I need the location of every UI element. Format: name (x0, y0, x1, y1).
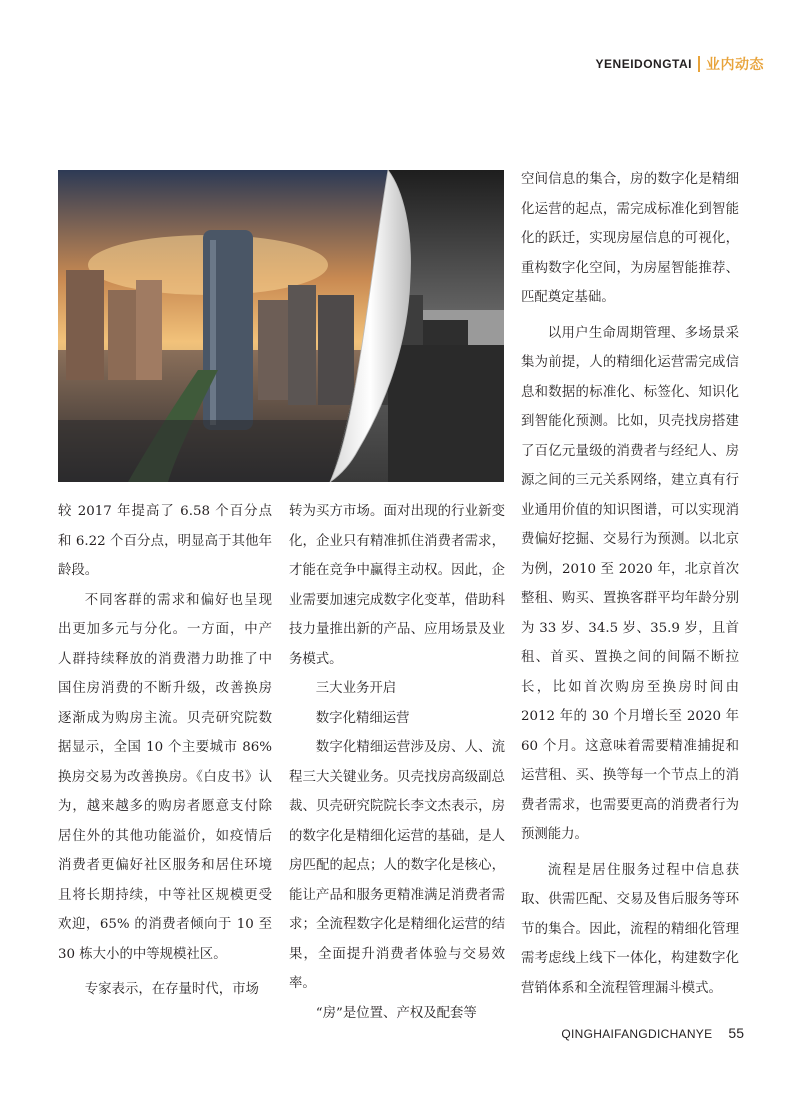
text-column-3 (521, 165, 739, 1003)
text-column-2 (289, 497, 505, 1028)
subheading: 三大业务开启 (315, 681, 397, 696)
magazine-name: QINGHAIFANGDICHANYE (561, 1027, 713, 1041)
paragraph: 数字化精细运营涉及房、人、流程三大关键业务。贝壳找房高级副总裁、贝壳研究院院长李文杰表示，房的数字化是精细化运营的基础，是人房匹配的起点；人的数字化是核心，能让产品和服务更精准满足消费者需求；全流程数字化是精细化运营的结果，全面提升消费者体验与交易效率。 (289, 740, 505, 991)
city-skyline-photo (58, 170, 504, 482)
section-name-cn: 业内动态 (706, 57, 764, 73)
paragraph: 空间信息的集合，房的数字化是精细化运营的起点，需完成标准化到智能化的跃迁，实现房屋信息的可视化，重构数字化空间，为房屋智能推荐、匹配奠定基础。 (521, 172, 739, 305)
page-number: 55 (728, 1025, 744, 1041)
paragraph: 专家表示，在存量时代，市场 (84, 982, 259, 997)
paragraph: 转为买方市场。面对出现的行业新变化，企业只有精准抓住消费者需求，才能在竞争中赢得主动权。因此，企业需要加速完成数字化变革，借助科技力量推出新的产品、应用场景及业务模式。 (289, 504, 505, 667)
section-name-en: YENEIDONGTAI (595, 57, 692, 71)
paragraph: 流程是居住服务过程中信息获取、供需匹配、交易及售后服务等环节的集合。因此，流程的精细化管理需考虑线上线下一体化，构建数字化营销体系和全流程管理漏斗模式。 (521, 862, 739, 996)
paragraph: 不同客群的需求和偏好也呈现出更加多元与分化。一方面，中产人群持续释放的消费潜力助推了中国住房消费的不断升级，改善换房逐渐成为购房主流。贝壳研究院数据显示，全国 10 个主要城市 86% 换房交易为改善换房。《白皮书》认为，越来越多的购房者愿意支付除居住外的其他功能溢价，如疫情后消费者更偏好社区服务和居住环境且将长期持续，中等社区规模更受欢迎，65% 的消费者倾向于 10 至 30 栋大小的中等规模社区。 (58, 592, 272, 962)
section-header (596, 54, 764, 74)
paragraph: “房”是位置、产权及配套等 (315, 1005, 477, 1021)
text-column-1 (58, 497, 272, 1005)
header-divider (698, 56, 700, 72)
paragraph: 以用户生命周期管理、多场景采集为前提，人的精细化运营需完成信息和数据的标准化、标签化、知识化到智能化预测。比如，贝壳找房搭建了百亿元量级的消费者与经纪人、房源之间的三元关系网络，建立真有行业通用价值的知识图谱，可以实现消费偏好挖掘、交易行为预测。以北京为例，2010 至 2020 年，北京首次整租、购买、置换客群平均年龄分别为 33 岁、34.5 岁、35.9 岁，且首租、首买、置换之间的间隔不断拉长，比如首次购房至换房时间由 2012 年的 30 个月增长至 2020 年 60 个月。这意味着需要精准捕捉和运营租、买、换等每一个节点上的消费者需求，也需要更高的消费者行为预测能力。 (521, 325, 739, 842)
page-footer (561, 1025, 744, 1041)
subheading: 数字化精细运营 (315, 710, 410, 726)
paragraph: 较 2017 年提高了 6.58 个百分点和 6.22 个百分点，明显高于其他年龄段。 (58, 504, 272, 578)
